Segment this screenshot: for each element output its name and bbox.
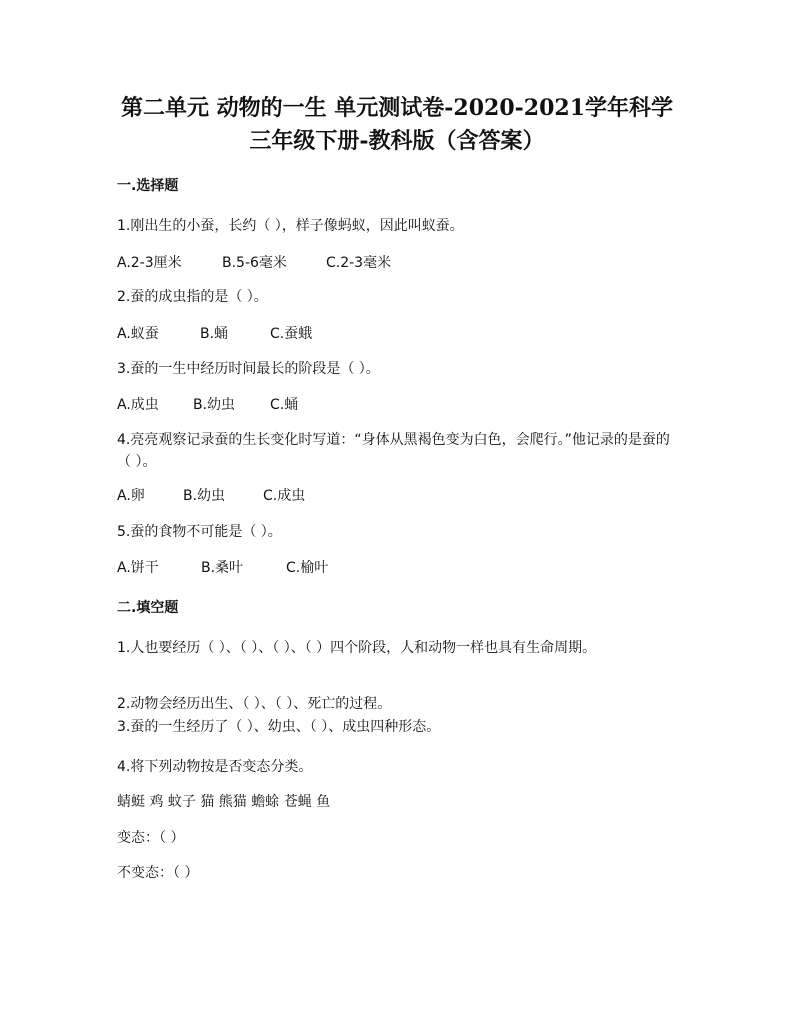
document-title-line2: 三年级下册-教科版（含答案）: [249, 128, 545, 154]
choice-option-3c: C.蛹: [270, 397, 299, 413]
choice-option-4c: C.成虫: [263, 488, 306, 504]
document-title-line1: 第二单元 动物的一生 单元测试卷-2020-2021学年科学: [120, 95, 674, 121]
choice-question-3: 3.蚕的一生中经历时间最长的阶段是（ ）。: [117, 361, 380, 377]
fill-question-4: 4.将下列动物按是否变态分类。: [117, 759, 313, 775]
section-heading-choice: 一.选择题: [117, 178, 179, 194]
choice-option-2b: B.蛹: [200, 326, 229, 342]
choice-options-2: [117, 324, 312, 344]
choice-options-3: [117, 395, 298, 415]
fill-question-2: 2.动物会经历出生、（ ）、（ ）、死亡的过程。: [117, 696, 392, 712]
choice-option-1c: C.2-3毫米: [326, 255, 392, 271]
choice-options-5: [117, 558, 328, 578]
fill-metamorphosis-answer: 变态：（ ）: [117, 830, 185, 846]
choice-question-4: 4.亮亮观察记录蚕的生长变化时写道：“身体从黑褐色变为白色，会爬行。”他记录的是蚕的（ ）。: [117, 432, 670, 470]
choice-options-4: [117, 486, 305, 506]
choice-option-5b: B.桑叶: [201, 560, 244, 576]
choice-question-5: 5.蚕的食物不可能是（ ）。: [117, 524, 282, 540]
fill-question-3: 3.蚕的一生经历了（ ）、幼虫、（ ）、成虫四种形态。: [117, 719, 441, 735]
fill-question-1: 1.人也要经历（ ）、（ ）、（ ）、（ ）四个阶段，人和动物一样也具有生命周期。: [117, 640, 597, 656]
choice-question-2: 2.蚕的成虫指的是（ ）。: [117, 289, 268, 305]
choice-options-1: [117, 253, 391, 273]
choice-option-4b: B.幼虫: [183, 488, 226, 504]
fill-non-metamorphosis-answer: 不变态：（ ）: [117, 865, 199, 881]
choice-option-1a: A.2-3厘米: [117, 255, 182, 271]
choice-option-2a: A.蚁蚕: [117, 326, 159, 342]
choice-option-2c: C.蚕蛾: [270, 326, 313, 342]
choice-option-5c: C.榆叶: [286, 560, 329, 576]
fill-animal-list: 蜻蜓 鸡 蚊子 猫 熊猫 蟾蜍 苍蝇 鱼: [117, 794, 331, 810]
choice-option-3b: B.幼虫: [193, 397, 236, 413]
section-heading-fill: 二.填空题: [117, 600, 179, 616]
choice-option-4a: A.卵: [117, 488, 145, 504]
choice-option-5a: A.饼干: [117, 560, 159, 576]
choice-question-1: 1.刚出生的小蚕，长约（ ），样子像蚂蚁，因此叫蚁蚕。: [117, 218, 464, 234]
choice-option-3a: A.成虫: [117, 397, 159, 413]
choice-option-1b: B.5-6毫米: [222, 255, 287, 271]
